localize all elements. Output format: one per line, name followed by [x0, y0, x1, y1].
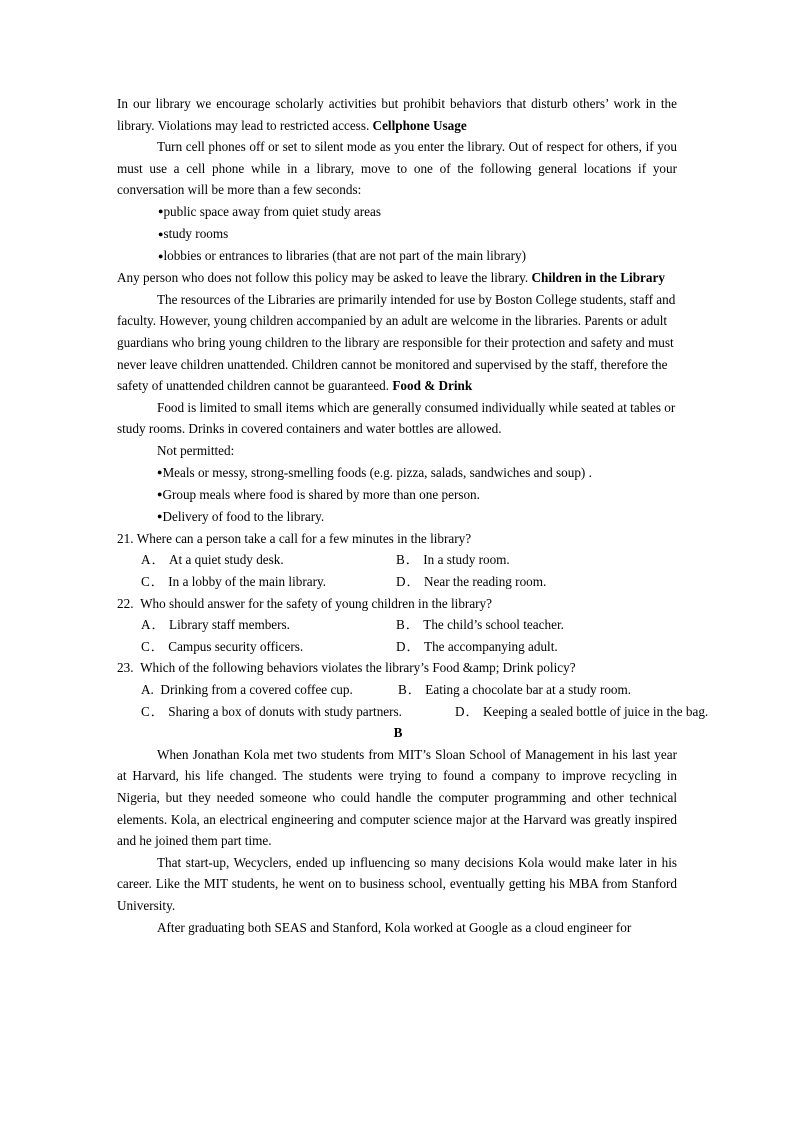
- question-22-options-row-2: [117, 636, 677, 658]
- passage-b-heading: B: [393, 725, 403, 741]
- option-text: In a study room.: [423, 552, 510, 568]
- option-letter: D．: [396, 574, 421, 590]
- list-item-label: study rooms: [163, 226, 229, 242]
- list-item: [117, 506, 677, 528]
- question-21-option-c[interactable]: [141, 571, 326, 593]
- question-21-number: 21.: [117, 530, 134, 546]
- option-letter: A.: [141, 682, 154, 698]
- question-23-option-c[interactable]: [141, 701, 402, 723]
- passage-b-paragraph-2: That start-up, Wecyclers, ended up influencing so many decisions Kola would make later in his career. Like the MIT students, he went on to business school, eventually getting his MBA from Stanford University.: [117, 854, 677, 913]
- question-22-options-row-1: [117, 614, 677, 636]
- question-21-option-d[interactable]: [396, 571, 546, 593]
- option-letter: C．: [141, 703, 165, 719]
- question-21-text: Where can a person take a call for a few minutes in the library?: [136, 530, 472, 546]
- list-item-label: public space away from quiet study areas: [163, 203, 381, 219]
- question-22-option-c[interactable]: [141, 636, 303, 658]
- question-23-stem: [117, 657, 677, 679]
- question-22-option-d[interactable]: [396, 636, 558, 658]
- option-letter: D．: [396, 638, 421, 654]
- children-text: The resources of the Libraries are primarily intended for use by Boston College students, staff and faculty. However, young children accompanied by an adult are welcome in the libraries. Parents or adult guardians who bring young children to the library are responsible for their protection and safety and must never leave children unattended. Children cannot be monitored and supervised by the staff, therefore the safety of unattended children cannot be guaranteed.: [117, 291, 676, 394]
- list-item-label: Delivery of food to the library.: [162, 508, 325, 524]
- option-letter: A．: [141, 617, 166, 633]
- question-23-option-a[interactable]: [141, 679, 353, 701]
- question-22-option-b[interactable]: [396, 614, 564, 636]
- option-text: Keeping a sealed bottle of juice in the bag.: [483, 703, 709, 719]
- children-paragraph: [117, 289, 677, 397]
- list-item: [117, 201, 677, 223]
- question-22-number: 22.: [117, 595, 134, 611]
- food-paragraph: Food is limited to small items which are generally consumed individually while seated at tables or study rooms. Drinks in covered containers and water bottles are allowed.: [117, 399, 676, 437]
- list-item: [117, 462, 677, 484]
- question-23-options-row-1: [117, 679, 677, 701]
- question-23-option-d[interactable]: [455, 701, 708, 723]
- question-22-stem: [117, 593, 677, 615]
- option-letter: B．: [396, 617, 420, 633]
- food-bullet-list: [117, 462, 677, 528]
- list-item-label: Group meals where food is shared by more than one person.: [162, 486, 480, 502]
- heading-food-and-drink: Food & Drink: [392, 378, 473, 394]
- option-letter: B．: [398, 682, 422, 698]
- policy-paragraph: [117, 267, 677, 289]
- question-21-options-row-1: [117, 549, 677, 571]
- heading-cellphone-usage: Cellphone Usage: [372, 117, 467, 133]
- question-22-text: Who should answer for the safety of young children in the library?: [140, 595, 493, 611]
- option-text: Eating a chocolate bar at a study room.: [425, 682, 632, 698]
- list-item-label: Meals or messy, strong-smelling foods (e.g. pizza, salads, sandwiches and soup) .: [162, 464, 592, 480]
- option-text: The accompanying adult.: [424, 638, 558, 654]
- passage-b-paragraph-1: When Jonathan Kola met two students from MIT’s Sloan School of Management in his last year at Harvard, his life changed. The students were trying to found a company to improve recycling in Nigeria, but they needed someone who could handle the computer programming and other technical elements. Kola, an electrical engineering and computer science major at the Harvard was greatly inspired and he joined them part time.: [117, 746, 677, 849]
- option-text: In a lobby of the main library.: [168, 574, 326, 590]
- list-item-label: lobbies or entrances to libraries (that are not part of the main library): [163, 248, 526, 264]
- question-21-option-b[interactable]: [396, 549, 510, 571]
- option-letter: C．: [141, 574, 165, 590]
- question-21-stem: [117, 528, 677, 550]
- list-item: [117, 223, 677, 245]
- question-21-options-row-2: [117, 571, 677, 593]
- policy-text: Any person who does not follow this policy may be asked to leave the library.: [117, 270, 532, 286]
- option-letter: B．: [396, 552, 420, 568]
- question-21-option-a[interactable]: [141, 549, 284, 571]
- intro-text: In our library we encourage scholarly activities but prohibit behaviors that disturb others’ work in the library. Violations may lead to restricted access.: [117, 96, 677, 133]
- option-text: At a quiet study desk.: [169, 552, 284, 568]
- option-text: Drinking from a covered coffee cup.: [160, 682, 353, 698]
- option-text: The child’s school teacher.: [423, 617, 564, 633]
- intro-paragraph: [117, 93, 677, 136]
- question-23-text: Which of the following behaviors violates the library’s Food &amp; Drink policy?: [140, 660, 576, 676]
- option-text: Campus security officers.: [168, 638, 304, 654]
- not-permitted-label: Not permitted:: [157, 443, 235, 458]
- question-22-option-a[interactable]: [141, 614, 290, 636]
- cellphone-bullet-list: [117, 201, 677, 267]
- option-letter: C．: [141, 638, 165, 654]
- question-23-number: 23.: [117, 660, 134, 676]
- option-text: Near the reading room.: [424, 574, 547, 590]
- option-text: Library staff members.: [169, 617, 290, 633]
- option-text: Sharing a box of donuts with study partners.: [168, 703, 402, 719]
- question-23-options-row-2: [117, 701, 709, 723]
- cellphone-paragraph: Turn cell phones off or set to silent mode as you enter the library. Out of respect for others, if you must use a cell phone while in a library, move to one of the following general locations if your conversation will be more than a few seconds:: [117, 139, 677, 198]
- document-body: [117, 93, 709, 938]
- list-item: [117, 245, 677, 267]
- heading-children-in-library: Children in the Library: [531, 270, 665, 286]
- list-item: [117, 484, 677, 506]
- question-23-option-b[interactable]: [398, 679, 631, 701]
- option-letter: D．: [455, 703, 480, 719]
- option-letter: A．: [141, 552, 166, 568]
- passage-b-paragraph-3: After graduating both SEAS and Stanford, Kola worked at Google as a cloud engineer for: [157, 919, 632, 935]
